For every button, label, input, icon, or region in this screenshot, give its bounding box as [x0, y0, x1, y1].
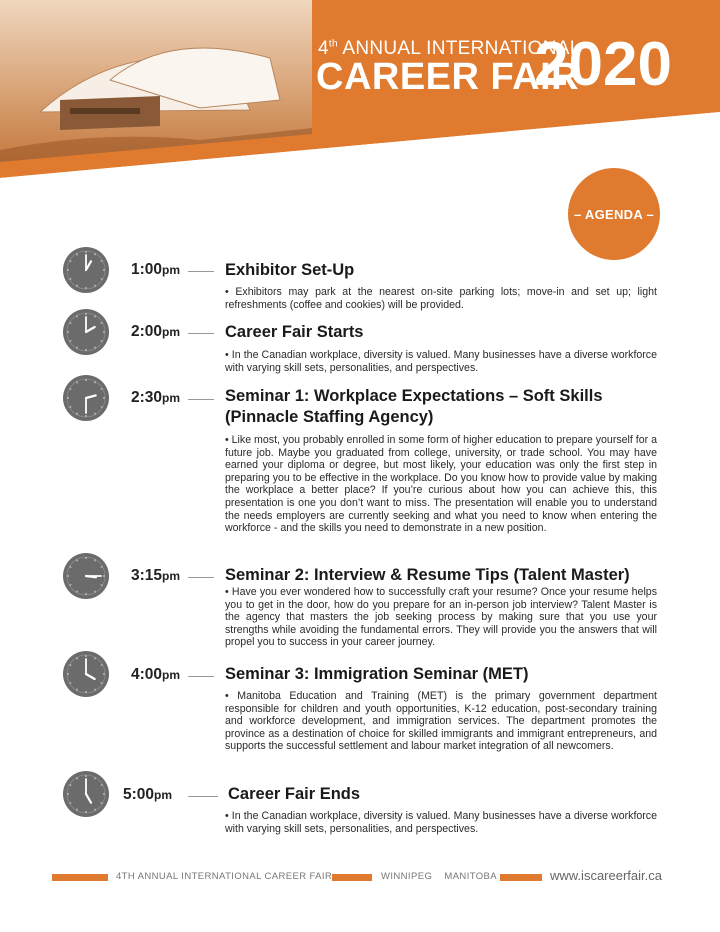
- item-title: Seminar 2: Interview & Resume Tips (Talent Master): [225, 566, 630, 584]
- divider-line: [188, 399, 214, 400]
- divider-line: [188, 271, 214, 272]
- item-title: Career Fair Ends: [228, 785, 361, 803]
- header-banner: [0, 0, 720, 180]
- item-description: • In the Canadian workplace, diversity is valued. Many businesses have a diverse workforce with varying skill sets, personalities, and perspectives.: [225, 349, 657, 374]
- agenda-badge: – AGENDA –: [568, 168, 660, 260]
- header-title: CAREER FAIR: [316, 56, 580, 98]
- header-year: 2020: [534, 30, 672, 99]
- item-description: • Like most, you probably enrolled in some form of higher education to prepare yourself for a future job. Maybe you graduated from college, university, or trade school. You may have earned your diploma or degree, but most likely, your education was only the first step in preparing you to be effective in the workplace. Do you know how to provide value by making the workplace a better place? If you’re curious about how you can achieve this, this presentation is one you don’t want to miss. The presentation will enable you to understand the needs employers are currently seeking and what you need to know when entering the workforce - and the skills you need to demonstrate in a new position.: [225, 434, 657, 535]
- time-label: 2:30pm: [130, 389, 180, 406]
- time-label: 3:15pm: [130, 567, 180, 584]
- item-description: • Manitoba Education and Training (MET) is the primary government department responsible for children and youth opportunities, K-12 education, post-secondary training and workforce development, and immigration services. The department promotes the province as a destination of choice for skilled immigrants and immigrant entrepreneurs, and supports the successful settlement and labour market integration of all newcomers.: [225, 690, 657, 753]
- footer: [0, 866, 720, 890]
- time-label: 1:00pm: [130, 261, 180, 278]
- header-subtitle: 4th ANNUAL INTERNATIONAL: [318, 38, 581, 59]
- divider-line: [188, 676, 214, 677]
- item-title: Exhibitor Set-Up: [225, 261, 355, 279]
- divider-line: [188, 577, 214, 578]
- footer-location: WINNIPEG MANITOBA: [381, 871, 498, 882]
- divider-line: [188, 796, 218, 797]
- footer-event: 4TH ANNUAL INTERNATIONAL CAREER FAIR: [116, 871, 333, 882]
- footer-bar: [332, 874, 372, 881]
- item-title: Seminar 3: Immigration Seminar (MET): [225, 665, 529, 683]
- divider-line: [188, 333, 214, 334]
- time-label: 2:00pm: [130, 323, 180, 340]
- item-title: Seminar 1: Workplace Expectations – Soft Skills (Pinnacle Staffing Agency): [225, 387, 603, 426]
- footer-bar: [500, 874, 542, 881]
- item-description: • Exhibitors may park at the nearest on-site parking lots; move-in and set up; light refreshments (coffee and cookies) will be provided.: [225, 286, 657, 311]
- item-description: • Have you ever wondered how to successfully craft your resume? Once your resume helps you to get in the door, how do you prepare for an in-person job interview? Talent Master is the agency that masters the job seeking process by making sure that you use your strengths while avoiding the fundamental errors. They will provide you the answers that will propel you to success in your career journey.: [225, 586, 657, 649]
- item-description: • In the Canadian workplace, diversity is valued. Many businesses have a diverse workforce with varying skill sets, personalities, and perspectives.: [225, 810, 657, 835]
- time-label: 5:00pm: [122, 786, 172, 803]
- item-title: Career Fair Starts: [225, 323, 364, 341]
- footer-bar: [52, 874, 108, 881]
- footer-website-link[interactable]: www.iscareerfair.ca: [550, 868, 662, 883]
- time-label: 4:00pm: [130, 666, 180, 683]
